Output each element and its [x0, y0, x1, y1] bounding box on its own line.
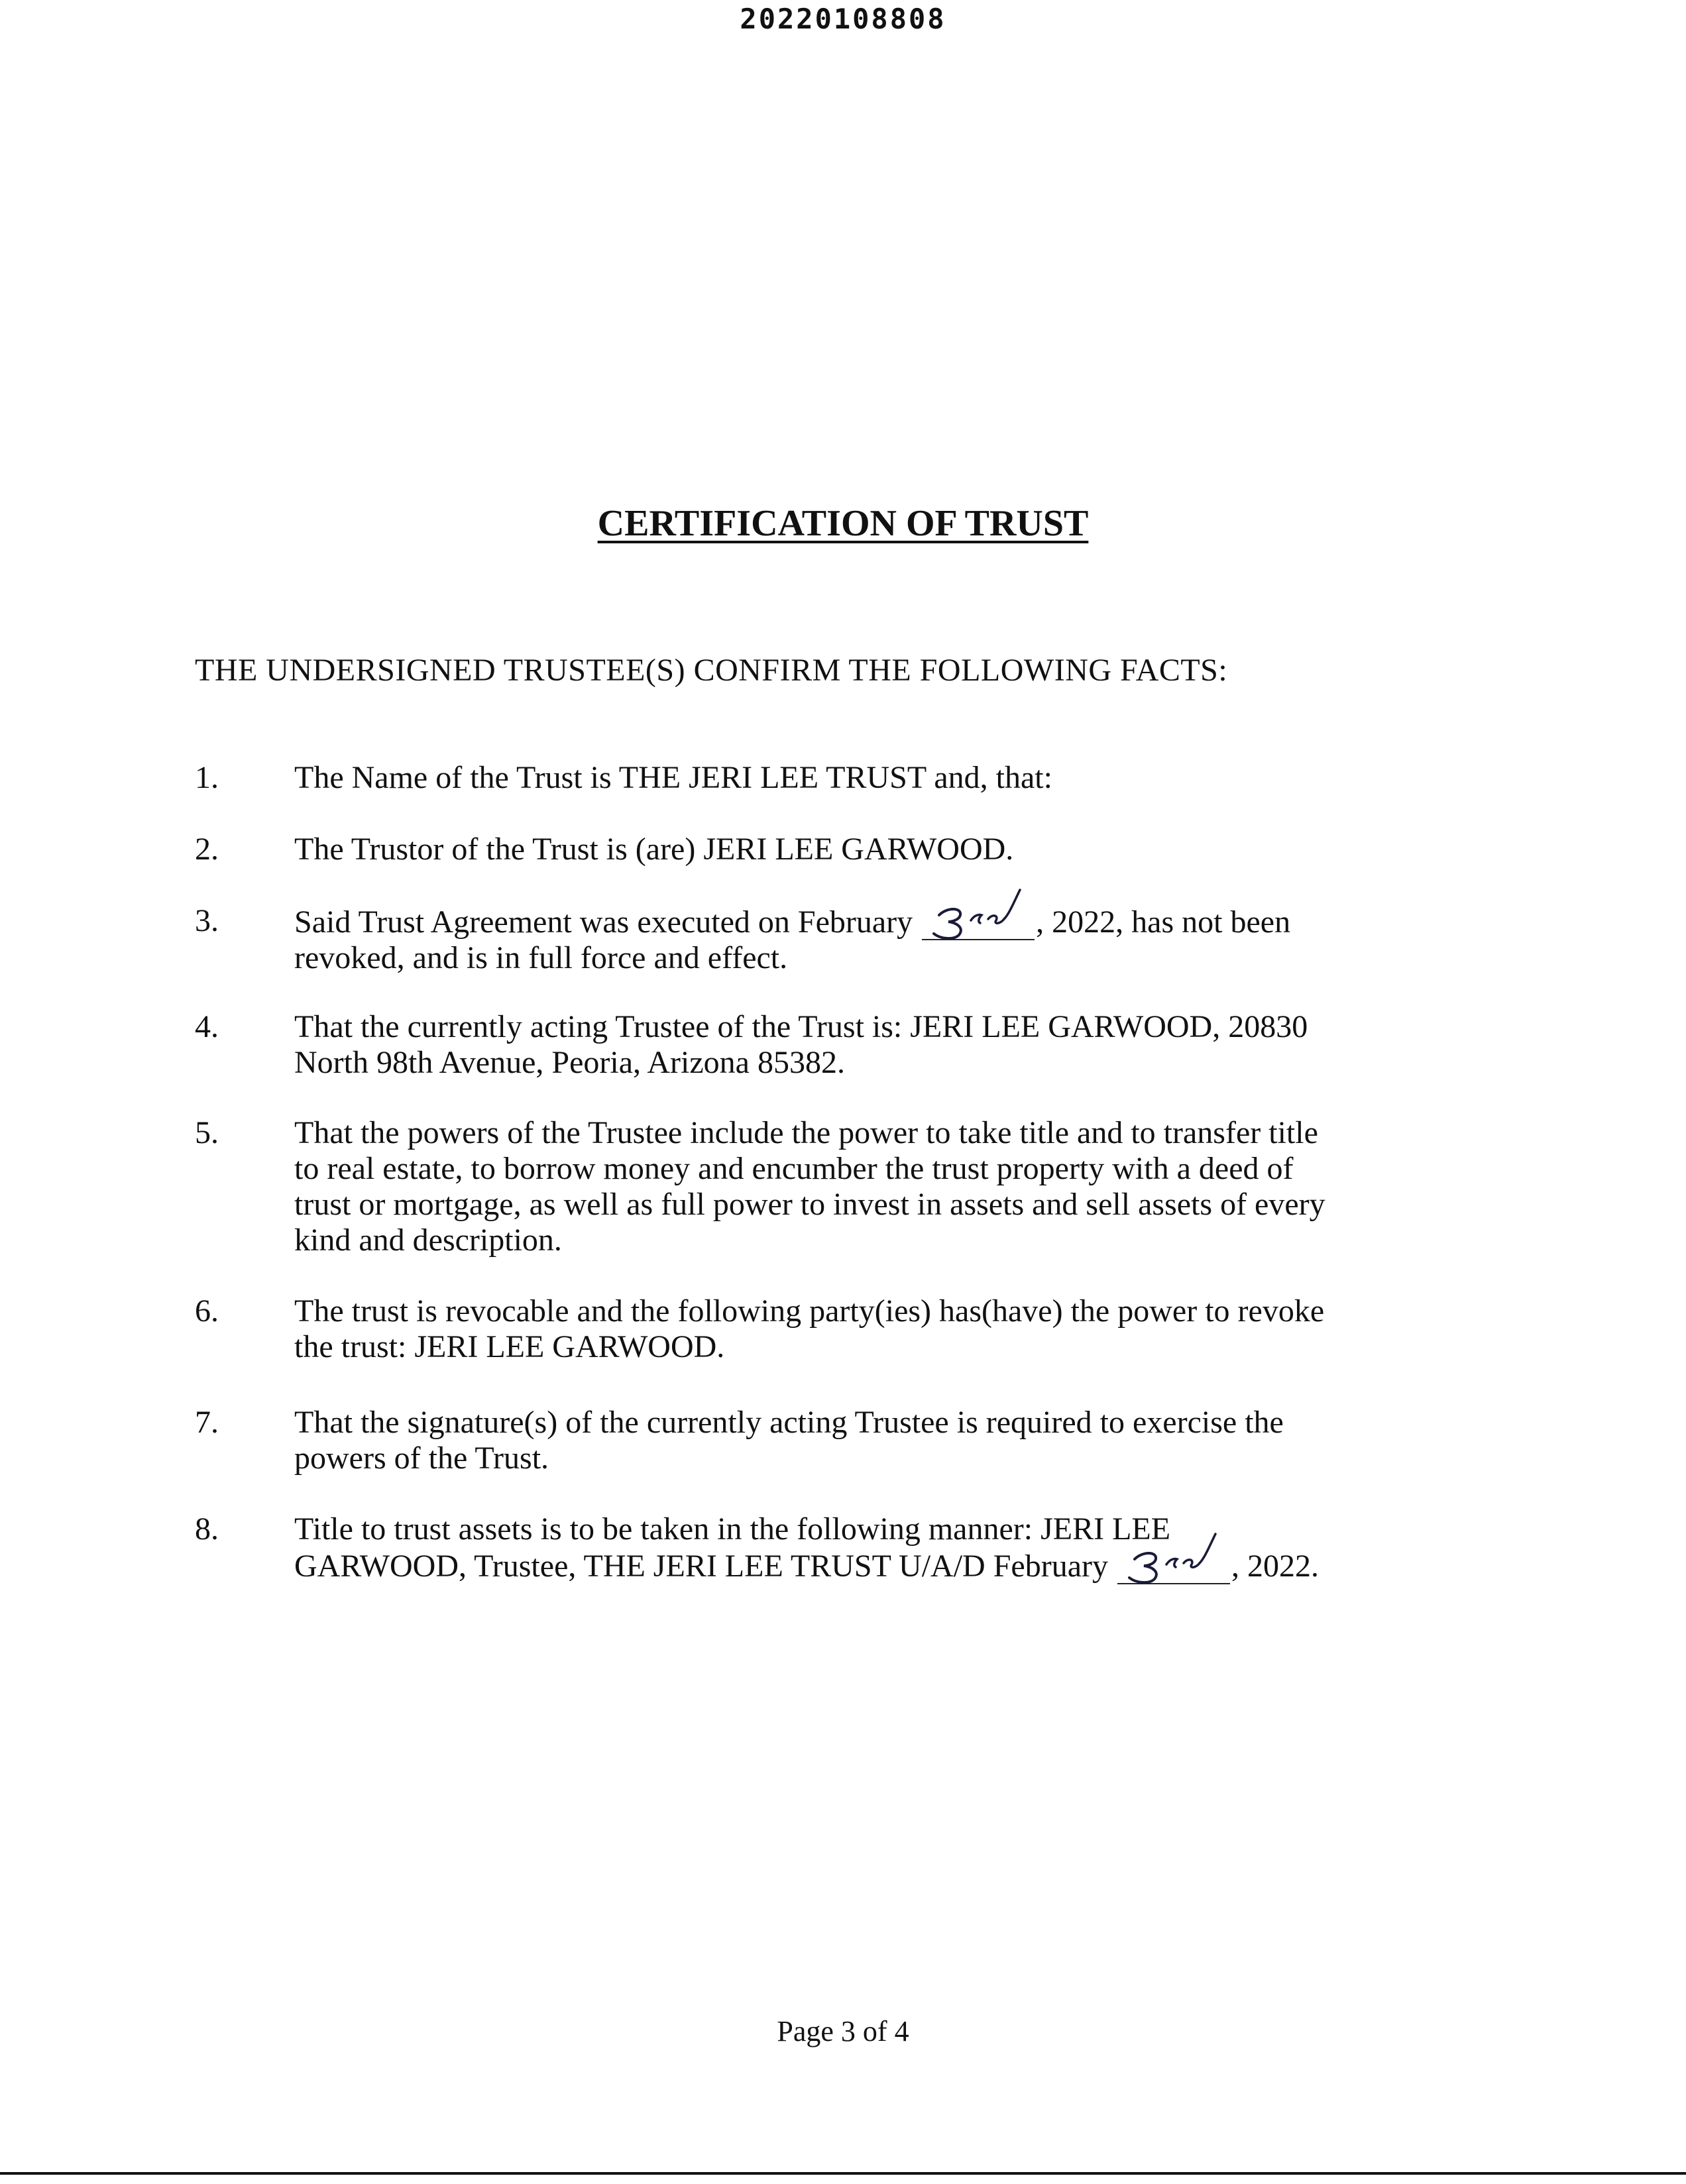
item-line: The Trustor of the Trust is (are) JERI LEE GARWOOD.	[294, 832, 1014, 867]
item-line: North 98th Avenue, Peoria, Arizona 85382.	[294, 1045, 845, 1080]
item-line: The trust is revocable and the following party(ies) has(have) the power to revoke	[294, 1293, 1325, 1329]
bottom-divider	[0, 2172, 1686, 2175]
item-text	[294, 1511, 1474, 1584]
item-line: revoked, and is in full force and effect.	[294, 940, 788, 975]
handwritten-date	[922, 903, 1035, 940]
item-line: powers of the Trust.	[294, 1441, 549, 1476]
item-number: 5.	[195, 1115, 219, 1150]
item-text	[294, 1405, 1474, 1476]
intro-statement: THE UNDERSIGNED TRUSTEE(S) CONFIRM THE FOLLOWING FACTS:	[195, 653, 1228, 688]
item-line: to real estate, to borrow money and encumber the trust property with a deed of	[294, 1151, 1294, 1186]
item-line: The Name of the Trust is THE JERI LEE TRUST and, that:	[294, 760, 1052, 795]
item-line: the trust: JERI LEE GARWOOD.	[294, 1329, 725, 1364]
item-line: kind and description.	[294, 1223, 562, 1258]
item-text	[294, 1115, 1474, 1258]
date-prefix: GARWOOD, Trustee, THE JERI LEE TRUST U/A/D February	[294, 1549, 1108, 1584]
item-text	[294, 832, 1474, 867]
item-line: That the powers of the Trustee include the power to take title and to transfer title	[294, 1115, 1318, 1150]
handwritten-date	[1117, 1547, 1230, 1584]
item-line: That the currently acting Trustee of the Trust is: JERI LEE GARWOOD, 20830	[294, 1009, 1308, 1044]
handwritten-3rd-signature	[1123, 1525, 1229, 1584]
document-title: CERTIFICATION OF TRUST	[597, 503, 1089, 544]
item-number: 4.	[195, 1009, 219, 1044]
item-line	[294, 1547, 1474, 1584]
handwritten-3rd-signature	[927, 881, 1033, 940]
recording-number: 20220108808	[740, 3, 946, 35]
item-line: Title to trust assets is to be taken in the following manner: JERI LEE	[294, 1511, 1171, 1547]
item-line: trust or mortgage, as well as full power to invest in assets and sell assets of every	[294, 1187, 1325, 1222]
item-number: 7.	[195, 1405, 219, 1440]
item-line: That the signature(s) of the currently acting Trustee is required to exercise the	[294, 1405, 1284, 1440]
page-number: Page 3 of 4	[777, 2015, 909, 2048]
item-text	[294, 903, 1474, 976]
item-text	[294, 760, 1474, 796]
item-number: 6.	[195, 1293, 219, 1329]
item-text	[294, 1293, 1474, 1365]
item-text	[294, 1009, 1474, 1081]
item-number: 3.	[195, 903, 219, 938]
date-suffix: , 2022, has not been	[1036, 904, 1291, 940]
item-number: 1.	[195, 760, 219, 795]
item-number: 2.	[195, 832, 219, 867]
date-suffix: , 2022.	[1231, 1549, 1319, 1584]
item-number: 8.	[195, 1511, 219, 1547]
date-prefix: Said Trust Agreement was executed on February	[294, 904, 913, 940]
item-line	[294, 903, 1474, 940]
